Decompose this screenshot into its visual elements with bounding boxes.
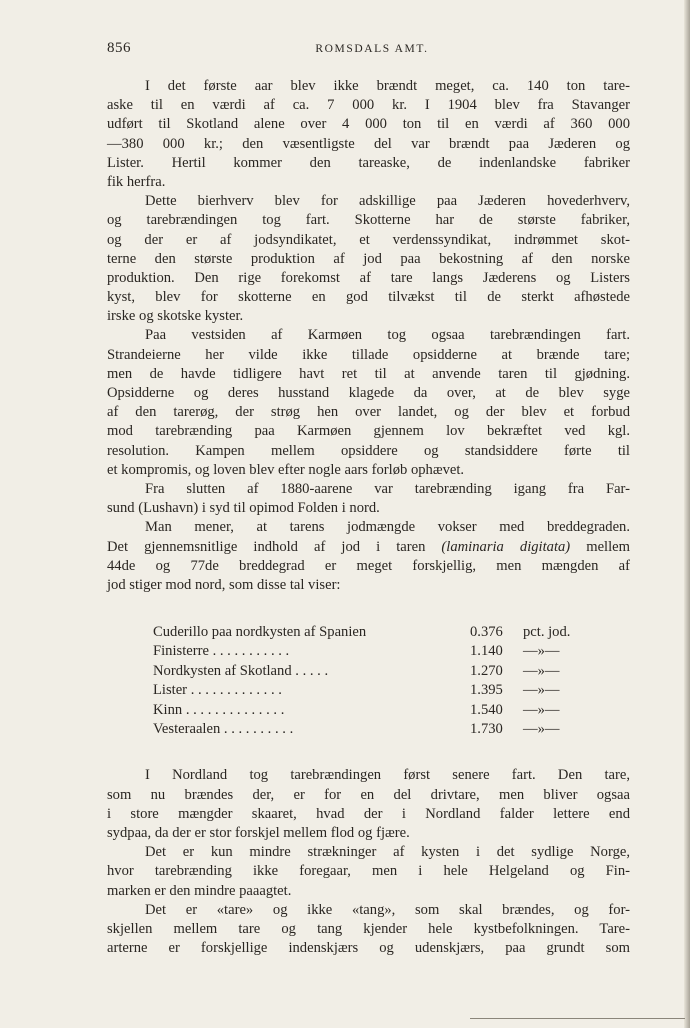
text-line: og der er af jodsyndikatet, et verdenssyndikat, indrømmet skot-	[107, 231, 630, 248]
table-unit: —»—	[523, 643, 560, 660]
table-unit: —»—	[523, 721, 560, 738]
text-line: arterne er forskjellige indenskjærs og udenskjærs, paa grundt som	[107, 940, 630, 957]
table-row	[107, 720, 630, 739]
text-line: udført til Skotland alene over 4 000 ton til en værdi af 360 000	[107, 116, 630, 133]
text-line: I Nordland tog tarebrændingen først senere fart. Den tare,	[145, 767, 630, 784]
text-line: men de havde tidligere havt ret til at anvende taren til gjødning.	[107, 365, 630, 382]
text-line: —380 000 kr.; den væsentligste del var brændt paa Jæderen og	[107, 135, 630, 152]
text-line: marken er den mindre paaagtet.	[107, 882, 292, 899]
text-line: som nu brændes der, er for en del drivtare, men bliver ogsaa	[107, 786, 630, 803]
text-line: I det første aar blev ikke brændt meget, ca. 140 ton tare-	[145, 78, 630, 94]
table-row	[107, 623, 630, 642]
text-line: Det er «tare» og ikke «tang», som skal brændes, og for-	[145, 901, 630, 918]
text-line: i store mængder skaaret, hvad der i Nordland falder lettere end	[107, 805, 630, 822]
paragraph-5	[107, 518, 630, 595]
text-line	[107, 538, 630, 557]
text-line: sydpaa, da der er stor forskjel mellem flod og fjære.	[107, 824, 410, 841]
text-line: Strandeierne her vilde ikke tillade opsidderne at brænde tare;	[107, 346, 630, 363]
text-fragment: mellem	[570, 538, 630, 555]
text-line: terne den største produktion af jod paa bekostning af den norske	[107, 250, 630, 267]
running-head: ROMSDALS AMT.	[315, 43, 429, 55]
table-unit: —»—	[523, 662, 560, 679]
text-line: 44de og 77de breddegrad er meget forskjellig, men mængden af	[107, 557, 630, 574]
table-unit: —»—	[523, 682, 560, 699]
body-text	[107, 77, 630, 958]
iodine-table	[107, 623, 630, 739]
paragraph-6	[107, 766, 630, 843]
text-line: hvor tarebrænding ikke foregaar, men i hele Helgeland og Fin-	[107, 863, 630, 880]
text-line: og tarebrændingen tog fart. Skotterne har de største fabriker,	[107, 212, 630, 229]
text-line: kyst, blev for skotterne en god tilvækst til de sterkt afhøstede	[107, 289, 630, 306]
spacer	[107, 739, 630, 766]
paragraph-8	[107, 901, 630, 959]
scientific-name: (laminaria digitata)	[441, 538, 571, 555]
table-value: 1.140	[470, 643, 503, 660]
table-row	[107, 642, 630, 661]
paragraph-2	[107, 192, 630, 326]
table-location: Finisterre . . . . . . . . . . .	[153, 643, 290, 660]
text-line: Opsidderne og deres husstand klagede da over, at de blev syge	[107, 385, 630, 401]
text-line: Lister. Hertil kommer den tareaske, de indenlandske fabriker	[107, 154, 630, 171]
spacer	[107, 595, 630, 623]
text-line: aske til en værdi af ca. 7 000 kr. I 1904 blev fra Stavanger	[107, 97, 630, 114]
table-unit: pct. jod.	[523, 624, 571, 641]
page-edge	[684, 0, 690, 1028]
table-row	[107, 681, 630, 700]
paragraph-4	[107, 480, 630, 518]
text-line: Man mener, at tarens jodmængde vokser med breddegraden.	[145, 519, 630, 536]
text-line: Dette bierhverv blev for adskillige paa Jæderen hovederhverv,	[145, 193, 630, 210]
table-location: Nordkysten af Skotland . . . . .	[153, 662, 329, 679]
table-value: 0.376	[470, 624, 503, 641]
page-number: 856	[107, 40, 131, 56]
page-header	[107, 40, 637, 60]
text-line: fik herfra.	[107, 173, 166, 190]
text-line: Paa vestsiden af Karmøen tog ogsaa tarebrændingen fart.	[145, 327, 630, 344]
text-line: af den tarerøg, der strøg hen over landet, og der blev et forbud	[107, 404, 630, 421]
table-unit: —»—	[523, 701, 560, 718]
table-location: Cuderillo paa nordkysten af Spanien	[153, 624, 367, 641]
table-value: 1.540	[470, 701, 503, 718]
text-line: skjellen mellem tare og tang kjender hele kystbefolkningen. Tare-	[107, 920, 630, 937]
table-value: 1.270	[470, 662, 503, 679]
table-location: Kinn . . . . . . . . . . . . . .	[153, 701, 285, 718]
table-location: Vesteraalen . . . . . . . . . .	[153, 721, 294, 738]
text-fragment: Det gjennemsnitlige indhold af jod i taren	[107, 538, 442, 555]
table-row	[107, 662, 630, 681]
paragraph-3	[107, 326, 630, 480]
paragraph-7	[107, 843, 630, 901]
text-line: et kompromis, og loven blev efter nogle aars forløb ophævet.	[107, 461, 465, 478]
text-line: resolution. Kampen mellem opsiddere og standsiddere førte til	[107, 442, 630, 459]
text-line: produktion. Den rige forekomst af tare langs Jæderens og Listers	[107, 269, 630, 286]
text-line: jod stiger mod nord, som disse tal viser:	[107, 576, 341, 593]
table-value: 1.395	[470, 682, 503, 699]
table-value: 1.730	[470, 721, 503, 738]
table-row	[107, 701, 630, 720]
text-line: sund (Lushavn) i syd til opimod Folden i nord.	[107, 500, 380, 517]
text-line: irske og skotske kyster.	[107, 308, 244, 325]
text-line: Det er kun mindre strækninger af kysten i det sydlige Norge,	[145, 844, 630, 861]
bottom-rule	[470, 1018, 685, 1019]
table-location: Lister . . . . . . . . . . . . .	[153, 682, 282, 699]
paragraph-1	[107, 77, 630, 192]
text-line: Fra slutten af 1880-aarene var tarebrænding igang fra Far-	[145, 480, 630, 497]
text-line: mod tarebrænding paa Karmøen gjennem lov bekræftet ved kgl.	[107, 423, 630, 440]
